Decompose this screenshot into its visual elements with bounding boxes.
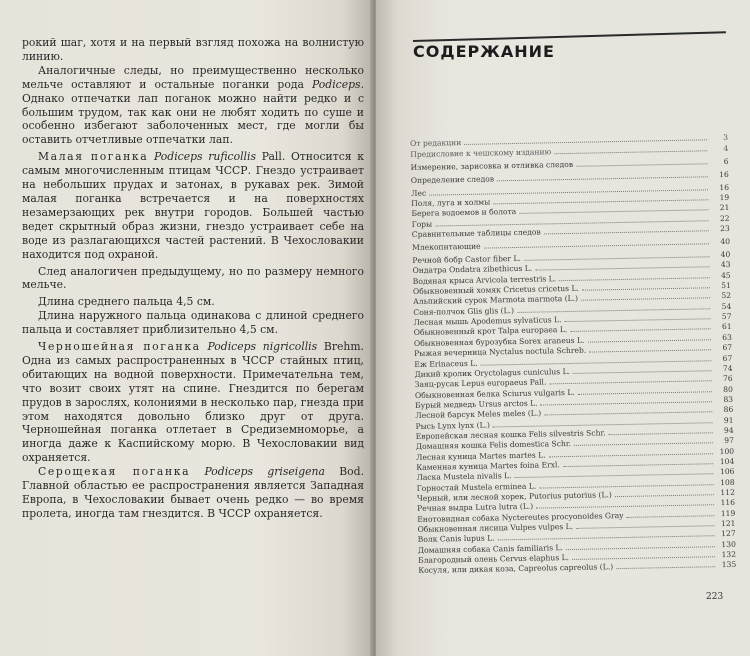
toc-entry-title: Соня-полчок Glis glis (L.) <box>413 305 515 317</box>
text-run: След аналогичен предыдущему, но по размеру немного мельче. <box>22 264 364 292</box>
toc-entry-page: 67 <box>722 353 733 363</box>
toc-entry-page: 104 <box>719 456 735 467</box>
left-page-text <box>22 36 364 521</box>
toc-entry-page: 112 <box>720 487 735 498</box>
toc-entry-title: Волк Canis lupus L. <box>417 533 495 545</box>
toc-entry-title: Сравнительные таблицы следов <box>411 227 541 240</box>
toc-entry-page: 76 <box>722 374 733 384</box>
toc-entry-page: 63 <box>722 332 732 342</box>
toc-entry-title: Европейская лесная кошка Felis silvestris Schr. <box>415 428 606 441</box>
toc-entry-title: Обыкновенная лисица Vulpes vulpes L. <box>417 521 574 534</box>
paragraph <box>22 36 364 64</box>
toc-entry-page: 86 <box>723 405 734 415</box>
toc-entry-page: 94 <box>723 425 734 435</box>
toc-entry-page: 116 <box>720 498 736 508</box>
text-run: рокий шаг, хотя и на первый взгляд похожа на волнистую линию. <box>22 36 364 63</box>
paragraph <box>22 265 364 293</box>
toc-entry-title: Обыкновенный крот Talpa europaea L. <box>413 325 568 338</box>
toc-entry-page: 19 <box>719 192 730 203</box>
toc-entry-page: 16 <box>719 182 730 192</box>
text-run: Длина среднего пальца 4,5 см. <box>38 295 215 309</box>
toc-entry-title: Дикий кролик Oryctolagus cuniculus L. <box>414 366 571 379</box>
toc-leader-dots <box>616 567 715 570</box>
paragraph <box>22 295 364 309</box>
toc-entry-page: 132 <box>721 549 737 560</box>
toc-entry-title: Заяц-русак Lepus europaeus Pall. <box>414 377 547 390</box>
toc-entry-title: Лесная мышь Apodemus sylvaticus L. <box>413 315 562 328</box>
toc-entry-page: 83 <box>723 394 734 404</box>
species-heading: Серощекая поганка <box>38 465 191 479</box>
toc-entry-page: 4 <box>723 143 729 153</box>
toc-entry-title: Млекопитающие <box>412 241 481 253</box>
page-number: 223 <box>706 592 724 602</box>
text-run: Brehm. Одна из самых распространенных в ЧССР стайных птиц, обитающих на водной поверхности. Примечательна тем, что возит своих утят на спине. Гнездится по берегам прудов в зарослях, колониями в несколько пар, гнезда при этом находятся довольно близко друг от друга. Черношейная поганка отлетает в Средиземноморье, а иногда даже к Каспийскому морю. В Чехословакии вид охраняется. <box>22 340 364 465</box>
toc-entry-page: 119 <box>720 508 736 518</box>
toc-entry-page: 127 <box>721 529 736 539</box>
toc-entry-page: 97 <box>724 436 734 446</box>
toc-entry-page: 80 <box>723 384 733 394</box>
toc-entry-title: Речной бобр Castor fiber L. <box>412 253 521 266</box>
toc-entry-title: Горы <box>411 219 433 229</box>
toc-entry-title: Благородный олень Cervus elaphus L. <box>418 553 570 565</box>
toc-entry-page: 16 <box>718 169 729 179</box>
toc-entry-page: 106 <box>719 467 735 477</box>
text-run: . Однако отпечатки лап поганок можно найти редко и с большим трудом, так как они не любят ходить по суше и особенно избегают заболоченных мест, где могли бы оставить отчетливые отпечатки лап. <box>22 77 364 147</box>
toc-entry-page: 108 <box>720 477 735 487</box>
toc-entry-page: 57 <box>721 311 732 322</box>
latin-name: Podiceps nigricollis <box>207 340 318 354</box>
toc-entry-title: От редакции <box>410 138 462 149</box>
toc-entry-title: Берега водоемов и болота <box>411 207 517 219</box>
toc-entry-title: Альпийский сурок Marmota marmota (L.) <box>413 294 579 307</box>
toc-entry-page: 100 <box>719 446 735 456</box>
toc-entry-title: Домашняя собака Canis familiaris L. <box>417 542 564 555</box>
toc-entry-title: Енотовидная собака Nyctereutes procyonoides Gray <box>417 510 624 524</box>
toc-entry-title: Речная выдра Lutra lutra (L.) <box>417 502 534 514</box>
paragraph <box>22 340 364 465</box>
toc-entry-page: 40 <box>720 236 731 247</box>
toc-entry-title: Поля, луга и холмы <box>411 197 491 209</box>
toc-entry-page: 74 <box>722 363 733 373</box>
toc-entry-title: Измерение, зарисовка и отливка следов <box>410 159 574 172</box>
text-run: Bod. Главной областью ее распространения является Западная Европа, в Чехословакии бывает очень редко — во время пролета, иногда там гнездится. В ЧССР охраняется. <box>22 465 365 520</box>
text-run: Pall. Относится к самым многочисленным птицам ЧССР. Гнездо устраивает на небольших прудах и затонах, в рукавах рек. Зимой малая поганка встречается и на поверхностях незамерзающих рек внутри городов. Большей частью ведет скрытный образ жизни, гнездо устраивает себе на воде из разлагающихся частей растений. В Чехословакии находится под охраной. <box>22 150 364 261</box>
toc-entry-page: 21 <box>719 203 730 213</box>
toc-entry-page: 130 <box>721 539 736 549</box>
toc-entry-title: Водяная крыса Arvicola terrestris L. <box>412 273 557 286</box>
toc-entry-page: 54 <box>721 301 732 311</box>
toc-entry-title: Рысь Lynx lynx (L.) <box>415 420 491 431</box>
toc-entry-page: 91 <box>723 415 734 425</box>
toc-entry-page: 6 <box>723 156 729 166</box>
toc-entry-title: Лес <box>410 188 427 198</box>
toc-entry-page: 52 <box>721 291 732 301</box>
toc-entry-page: 45 <box>720 270 731 280</box>
latin-name: Podiceps griseigena <box>204 465 325 479</box>
toc-entry-title: Лесная куница Martes martes L. <box>416 450 546 462</box>
toc-entry-title: Рыжая вечерница Nyctalus noctula Schreb. <box>414 345 587 359</box>
toc-entry-title: Ласка Mustela nivalis L. <box>416 471 512 483</box>
table-of-contents <box>410 132 736 575</box>
toc-entry-title: Каменная куница Martes foina Erxl. <box>416 460 560 472</box>
paragraph <box>22 465 364 521</box>
toc-entry-page: 22 <box>719 213 730 223</box>
toc-entry-page: 135 <box>721 560 737 570</box>
toc-entry-title: Ондатра Ondatra zibethicus L. <box>412 264 533 276</box>
toc-entry-page: 43 <box>720 260 731 270</box>
toc-entry-page: 121 <box>720 518 736 529</box>
toc-entry-page: 40 <box>720 249 731 260</box>
paragraph <box>22 309 364 337</box>
latin-name: Podiceps ruficollis <box>153 150 257 164</box>
paragraph <box>22 64 364 147</box>
latin-name: Podiceps <box>311 77 361 91</box>
toc-entry-title: Предисловие к чешскому изданию <box>410 146 552 159</box>
toc-entry-title: Косуля, или дикая коза, Capreolus capreolus (L.) <box>418 562 614 576</box>
toc-entry-title: Обыкновенная бурозубка Sorex araneus L. <box>413 335 585 348</box>
toc-entry-title: Обыкновенная белка Sciurus vulgaris L. <box>414 387 575 400</box>
toc-entry-page: 51 <box>721 280 731 291</box>
toc-entry-title: Еж Erinaceus L. <box>414 358 478 369</box>
text-run: Аналогичные следы, но преимущественно несколько мельче оставляют и остальные поганки рода <box>22 63 364 91</box>
toc-entry-title: Черный, или лесной хорек, Putorius putorius (L.) <box>416 490 612 503</box>
toc-entry-title: Бурый медведь Ursus arctos L. <box>415 398 538 410</box>
species-heading: Малая поганка <box>38 150 149 164</box>
toc-entry-page: 61 <box>721 322 732 332</box>
toc-entry-title: Домашняя кошка Felis domestica Schr. <box>415 439 572 452</box>
toc-entry-title: Определение следов <box>410 174 495 185</box>
toc-entry-title: Горностай Mustela erminea L. <box>416 481 537 493</box>
paragraph <box>22 150 364 261</box>
toc-entry-title: Лесной барсук Meles meles (L.) <box>415 408 542 421</box>
toc-entry-title: Обыкновенный хомяк Cricetus cricetus L. <box>412 283 579 297</box>
text-run <box>190 465 204 478</box>
text-run: Длина наружного пальца одинакова с длиной среднего пальца и составляет приблизительно 4,5 см. <box>22 309 364 337</box>
toc-entry-page: 67 <box>722 343 733 353</box>
toc-title: СОДЕРЖАНИЕ <box>413 42 555 61</box>
toc-entry-page: 3 <box>723 133 729 143</box>
species-heading: Черношейная поганка <box>38 340 201 354</box>
toc-entry-page: 23 <box>720 223 730 234</box>
